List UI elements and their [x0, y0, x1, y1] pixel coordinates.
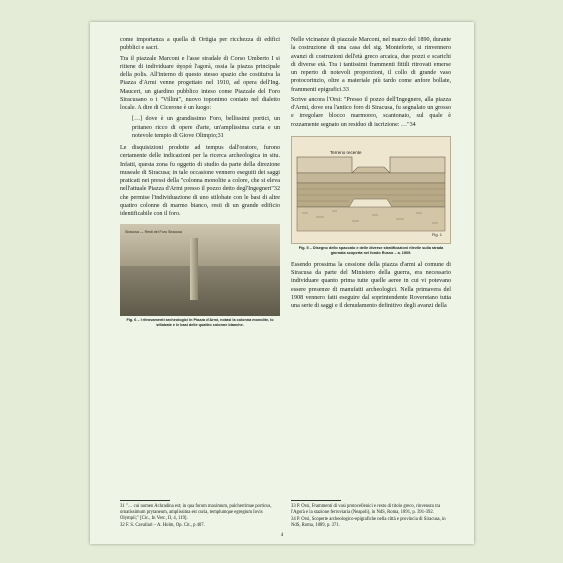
right-paragraph-2: Scrive ancora l'Orsi: "Presso il pozzo dell'Ingegnere, alla piazza d'Armi, dove era l'antico foro di Siracusa, fu segnalato un grosso e irregolare blocco marmoreo, scantonato, sul quale è rozzamente segnato un residuo di iscrizione: …"34	[291, 96, 451, 128]
stratigraphy-drawing	[291, 136, 451, 244]
drawing-label: Terreno recente	[330, 149, 362, 155]
drawing-fig-label: Fig. 1	[431, 231, 442, 237]
right-footnotes	[291, 500, 451, 530]
footnote-divider	[120, 500, 170, 501]
stratigraphy-svg	[292, 137, 450, 243]
left-paragraph-2: Tra il piazzale Marconi e l'asse stradale di Corso Umberto I si ritiene di individuare ἀγορά l'agorà, ossia la piazza principale della polis. All'interno di questo stesso spazio che costituiva la Piazza d'Armi venne progettato nel 1910, ad opera dell'Ing. Mauceri, un giardino pubblico inteso come Piazzale del Foro Siracusano o i "Villini", nuovo toponimo coniato nel dialetto locale. A dire di Cicerone è un luogo:	[120, 55, 280, 111]
left-paragraph-1: come importanza a quella di Ortigia per ricchezza di edifici pubblici e sacri.	[120, 37, 280, 52]
figure-6-caption: Fig. 6 – I ritrovamenti archeologici in Piazza d'Armi, notasi la colonna monolite, lo stilobate e le basi delle quattro colonne bianche.	[120, 316, 280, 330]
photo-inscription: Siracusa — Resti del Foro Siracusa	[125, 230, 182, 235]
right-paragraph-1: Nelle vicinanze di piazzale Marconi, nel marzo del 1890, durante la costruzione di una casa del sig. Monteforte, si rinvennero avanzi di costruzioni dell'età greco arcaica, due pozzi e scarichi di diverse età. Tra i tantissimi frammenti fittili ritrovati emerse un reperto di notevoli proporzioni, il collo di grande vaso protocorinzio, oltre a materiale più tardo come anfore bollate, frammenti epigrafici.33	[291, 37, 451, 93]
footnote-33: 33 P. Orsi, Frammenti di vasi protocellenici e resto di titolo greco, rinvenuto tra l'Agorà e la stazione ferroviaria (Neapoli), in NdS, Roma, 1891, p. 391-392.	[291, 504, 441, 515]
page-number: 4	[280, 533, 284, 538]
left-paragraph-3: Le disquisizioni prodotte ad tempus dall'oratore, furono certamente delle indicazioni per la ricerca archeologica in situ. Infatti, questa zona fu oggetto di studio da parte della direzione museale di Siracusa; in tale occasione vennero eseguiti dei saggi praticati nei pressi della "colonna monolite a colore, che si eleva nell'attuale Piazza d'Armi presso il pozzo detto degl'Ingegneri"32 che permise l'individuazione di uno stilobate con le basi di altre quattro colonne di marmo bianco, resti di un grande edificio identificabile con il foro.	[120, 145, 280, 217]
cicero-quote: […] dove è un grandissimo Foro, bellissimi portici, un pritaneo ricco di opere d'arte, un'amplissima curia e un notevole tempio di Giove Olimpio;31	[132, 116, 280, 139]
right-paragraph-3: Essendo prossima la cessione della piazza d'armi al comune di Siracusa da parte del Ministero della guerra, era necessario individuare quanto prima tutte quelle aeree in cui vi potevano essere presenze di manufatti archeologici. Nella primavera del 1908 vennero fatti eseguire dal soprintendente Roveretano tutta una serie di saggi e il denudamento definitivo degli avanzi della	[291, 261, 451, 309]
foro-photo	[120, 224, 280, 316]
footnote-divider	[291, 500, 341, 501]
monolith-column	[190, 238, 198, 300]
photo-ground	[120, 266, 280, 317]
footnote-32: 32 F. S. Cavallari – A. Holm, Op. Cit., p 407.	[120, 523, 205, 528]
footnote-34: 34 P. Orsi, Scoperte archeologico-epigrafiche nella città e provincia di Siracusa, in NdS, Roma, 1889, p. 371.	[291, 517, 446, 528]
left-column	[120, 36, 280, 330]
footnote-31: 31 "… cui nomen Achradina est; in qua forum maximum, pulcherrimae porticus, ornatissimum prytaneum, amplissima est curia, templumque egregium Iovis Olympii;" [Cic., In Verr., II, 4, 119].	[120, 504, 272, 521]
document-page	[90, 22, 474, 544]
left-footnotes	[120, 500, 280, 530]
right-column	[291, 36, 451, 312]
figure-5-caption: Fig. 5 – Disegno dello spaccato e delle diverse stratificazioni rilevile sulla strada giornata scoperta nel fondo Russo – a. 1909.	[291, 244, 451, 258]
